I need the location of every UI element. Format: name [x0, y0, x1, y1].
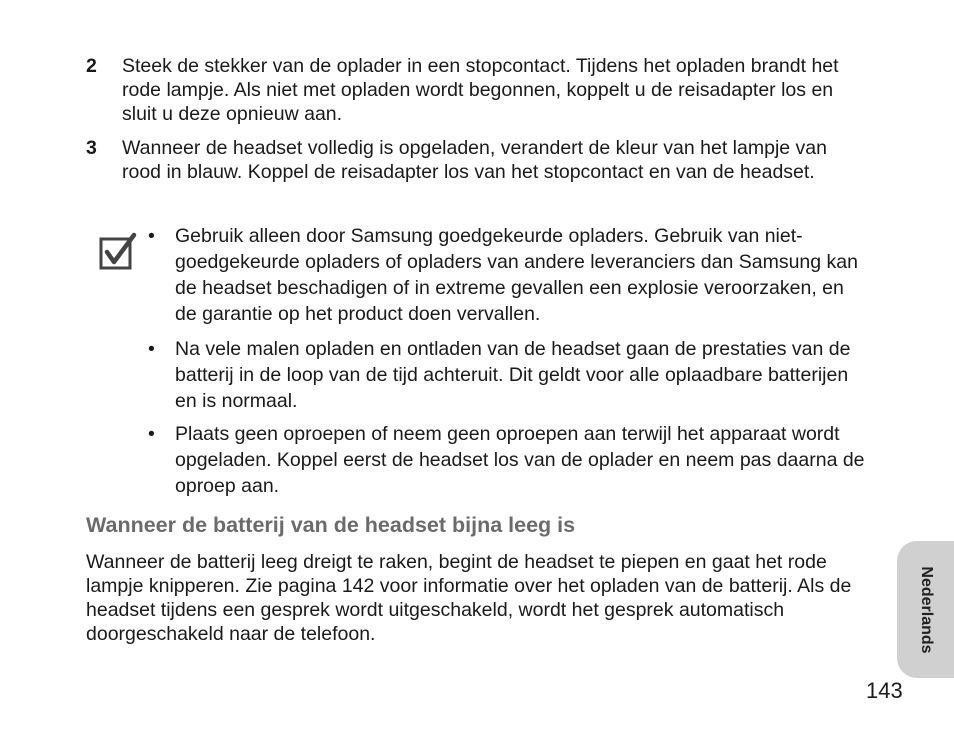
step-number: 3	[86, 137, 97, 159]
note-text: Na vele malen opladen en ontladen van de headset gaan de prestaties van de batterij in de loop van de tijd achteruit. Dit geldt voor alle oplaadbare batterijen en is normaal.	[175, 338, 851, 412]
step-item	[86, 136, 866, 208]
bullet-point: •	[148, 338, 155, 360]
step-item	[86, 54, 866, 126]
language-tab	[897, 541, 954, 678]
language-tab-label: Nederlands	[917, 565, 935, 654]
checkbox-note-icon	[98, 232, 138, 272]
note-list-item	[148, 336, 863, 414]
note-text: Gebruik alleen door Samsung goedgekeurde opladers. Gebruik van niet-goedgekeurde opladers of opladers van andere leveranciers dan Samsung kan de headset beschadigen of in extreme gevallen een explosie veroorzaken, en de garantie op het product doen vervallen.	[175, 225, 858, 325]
bullet-point: •	[148, 225, 155, 247]
section-body: Wanneer de batterij leeg dreigt te raken, begint de headset te piepen en gaat het rode lampje knipperen. Zie pagina 142 voor informatie over het opladen van de batterij. Als de headset tijdens een gesprek wordt uitgeschakeld, wordt het gesprek automatisch doorgeschakeld naar de telefoon.	[86, 551, 852, 645]
note-list-item	[148, 421, 863, 499]
note-list-item	[148, 223, 863, 327]
page-number: 143	[866, 678, 903, 703]
section-heading: Wanneer de batterij van de headset bijna leeg is	[86, 513, 576, 537]
step-number: 2	[86, 55, 97, 77]
bullet-point: •	[148, 423, 155, 445]
note-text: Plaats geen oproepen of neem geen oproepen aan terwijl het apparaat wordt opgeladen. Koppel eerst de headset los van de oplader en neem pas daarna de oproep aan.	[175, 423, 865, 497]
step-text: Steek de stekker van de oplader in een stopcontact. Tijdens het opladen brandt het rode lampje. Als niet met opladen wordt begonnen, koppelt u de reisadapter los en sluit u deze opnieuw aan.	[122, 55, 839, 125]
step-text: Wanneer de headset volledig is opgeladen, verandert de kleur van het lampje van rood in blauw. Koppel de reisadapter los van het stopcontact en van de headset.	[122, 137, 827, 183]
